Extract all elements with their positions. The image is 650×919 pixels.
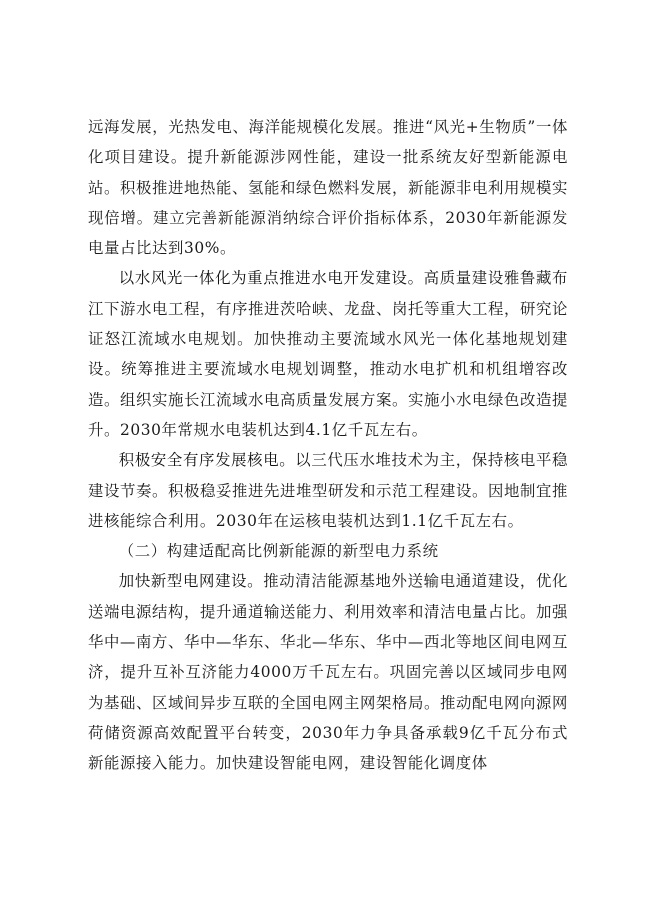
paragraph-new-energy-continued xyxy=(88,112,568,263)
paragraph-lead-grid: 加快新型电网建设。 xyxy=(118,572,264,591)
paragraph-grid xyxy=(88,566,568,778)
document-body xyxy=(88,112,568,779)
paragraph-lead-hydropower: 以水风光一体化为重点推进水电开发建设。 xyxy=(118,269,424,288)
paragraph-text: 以三代压水堆技术为主，保持核电平稳建设节奏。积极稳妥推进先进堆型研发和示范工程建设。因地制宜推进核能综合利用。2030年在运核电装机达到1.1亿千瓦左右。 xyxy=(88,451,568,530)
paragraph-lead-nuclear: 积极安全有序发展核电。 xyxy=(118,451,296,470)
section-heading-text: （二）构建适配高比例新能源的新型电力系统 xyxy=(118,542,439,561)
section-heading xyxy=(88,536,568,566)
paragraph-text: 远海发展，光热发电、海洋能规模化发展。推进“风光+生物质”一体化项目建设。提升新能源涉网性能，建设一批系统友好型新能源电站。积极推进地热能、氢能和绿色燃料发展，新能源非电利用规模实现倍增。建立完善新能源消纳综合评价指标体系，2030年新能源发电量占比达到30%。 xyxy=(88,118,568,258)
paragraph-nuclear xyxy=(88,445,568,536)
paragraph-hydropower xyxy=(88,263,568,445)
paragraph-text: 高质量建设雅鲁藏布江下游水电工程，有序推进茨哈峡、龙盘、岗托等重大工程，研究论证怒江流域水电规划。加快推动主要流域水风光一体化基地规划建设。统筹推进主要流域水电规划调整，推动水电扩机和机组增容改造。组织实施长江流域水电高质量发展方案。实施小水电绿色改造提升。2030年常规水电装机达到4.1亿千瓦左右。 xyxy=(88,269,569,439)
paragraph-text: 推动清洁能源基地外送输电通道建设，优化送端电源结构，提升通道输送能力、利用效率和清洁电量占比。加强华中—南方、华中—华东、华北—华东、华中—西北等地区间电网互济，提升互补互济能力4000万千瓦左右。巩固完善以区域同步电网为基础、区域间异步互联的全国电网主网架格局。推动配电网向源网荷储资源高效配置平台转变，2030年力争具备承载9亿千瓦分布式新能源接入能力。加快建设智能电网，建设智能化调度体 xyxy=(88,572,568,773)
